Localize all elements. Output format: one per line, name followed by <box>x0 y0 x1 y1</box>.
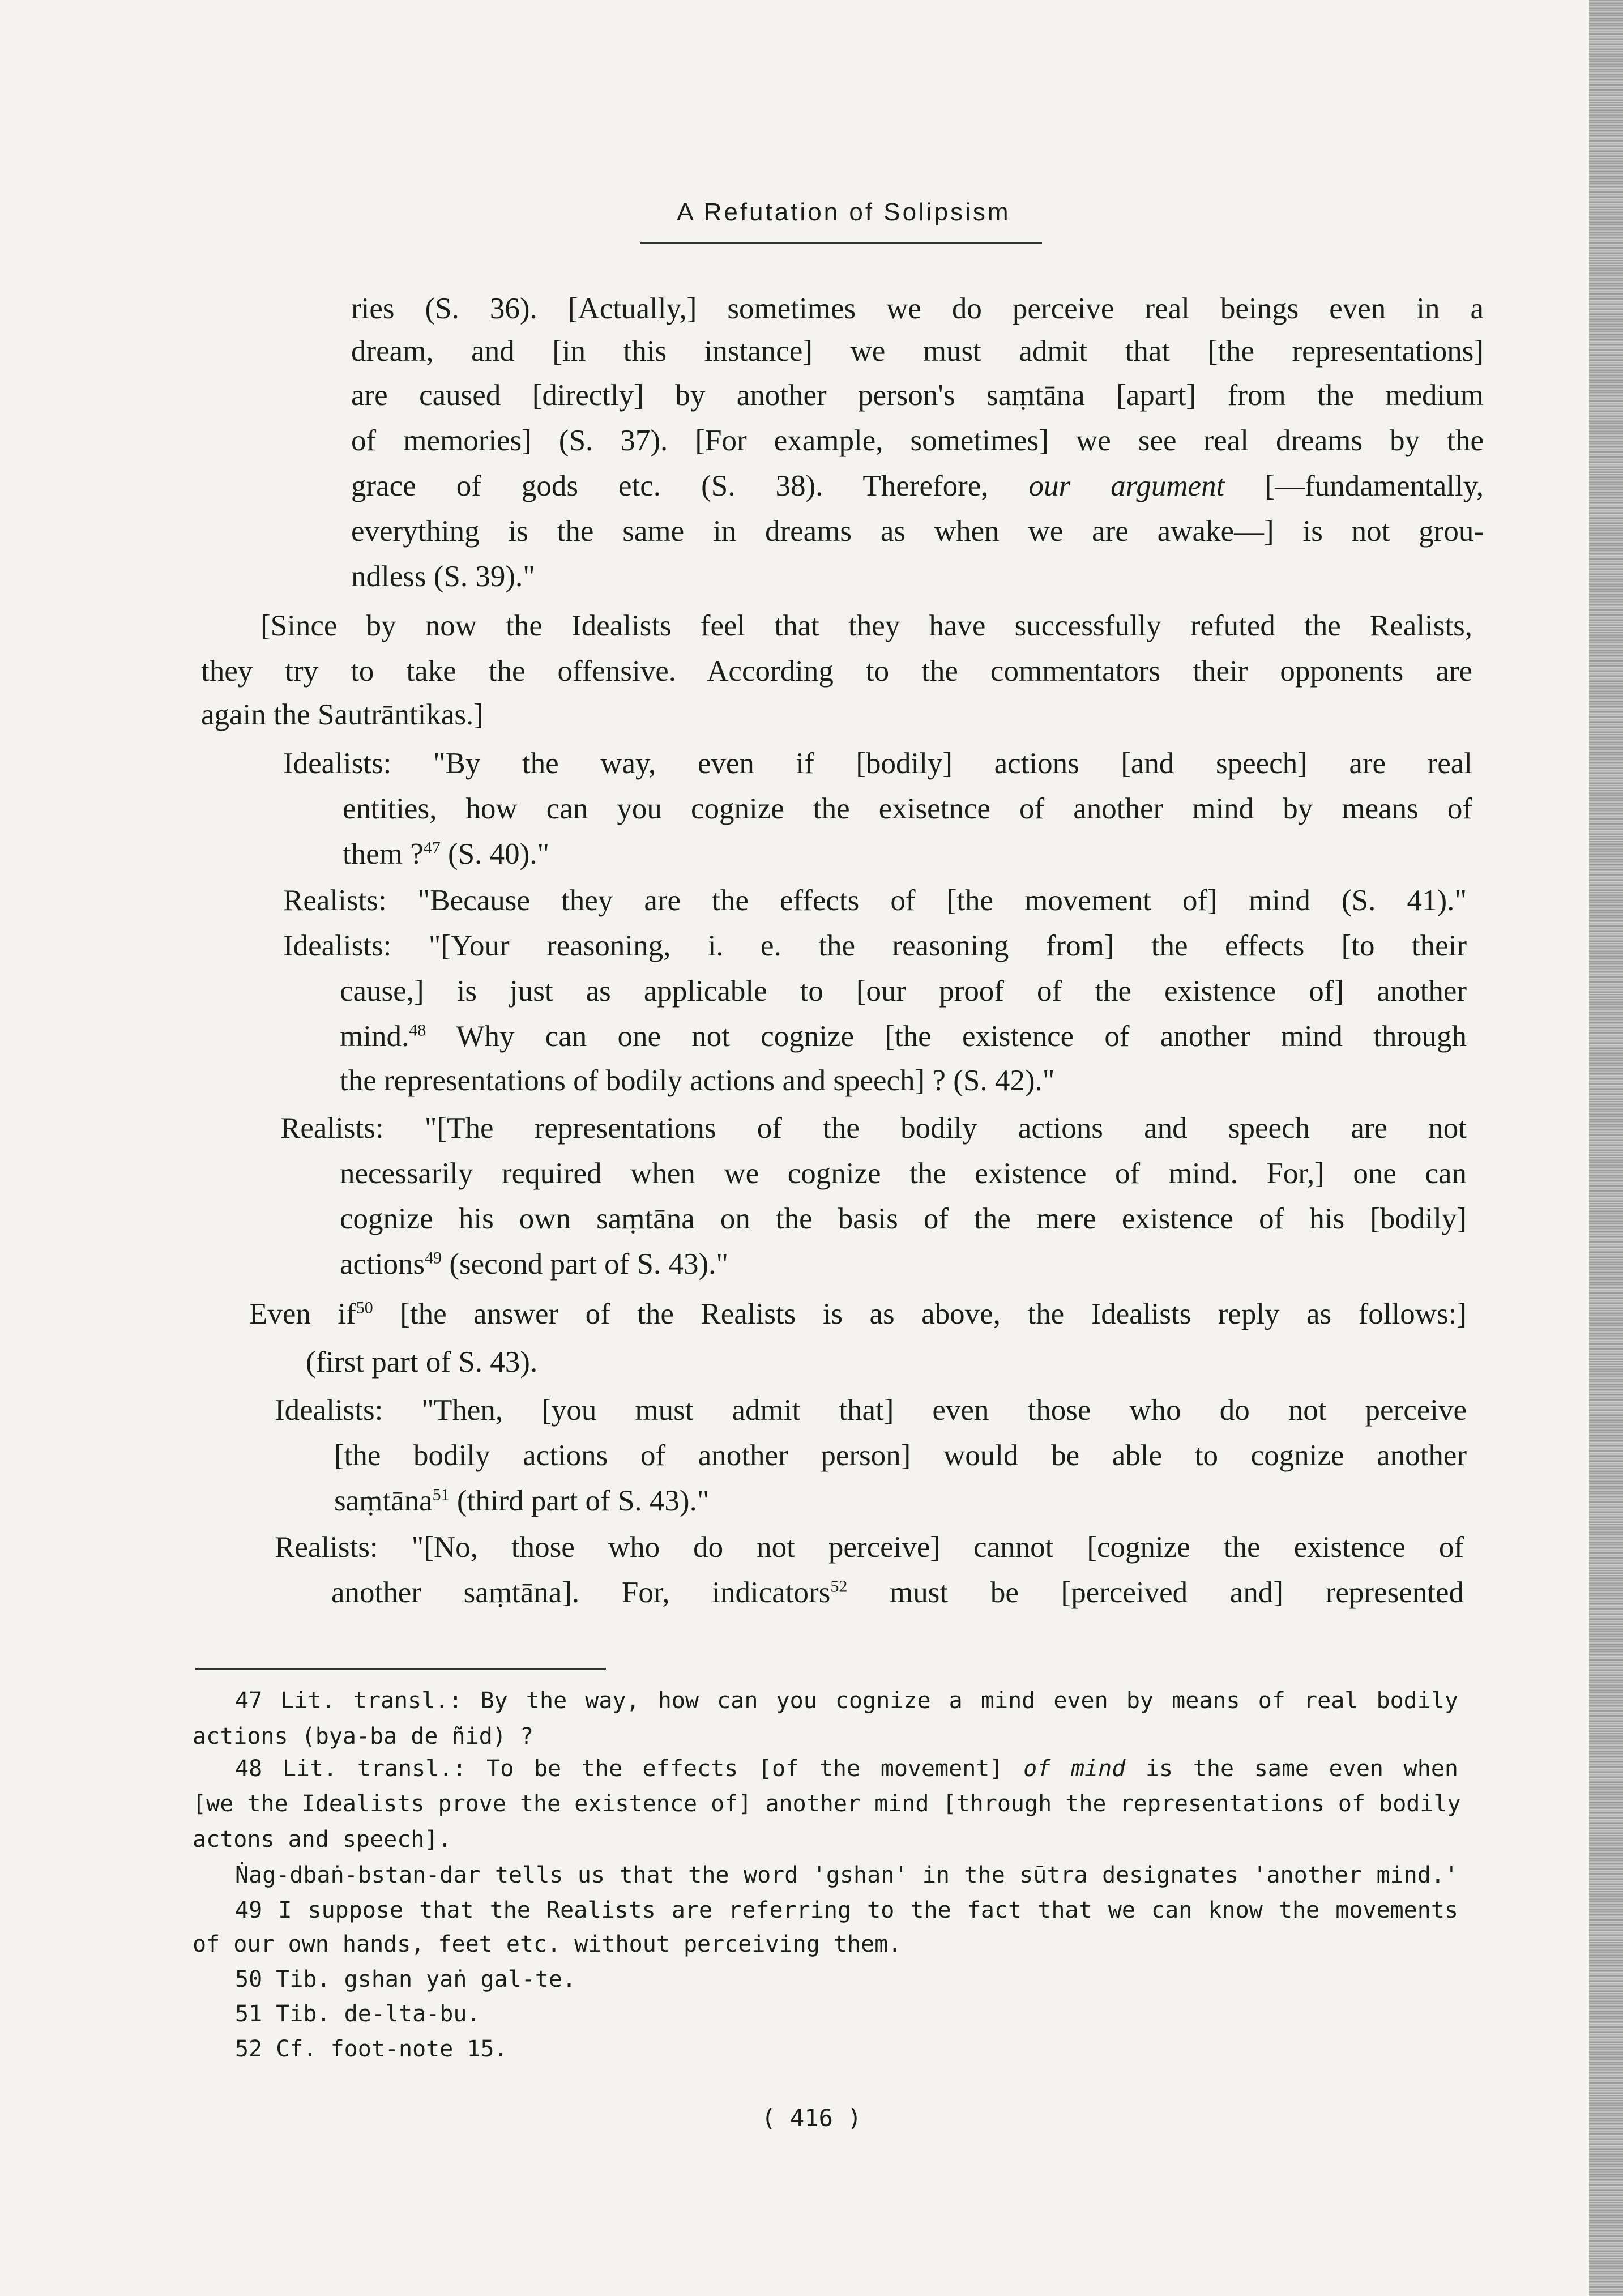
footnote-line-text: 52 Cf. foot-note 15. <box>235 2036 508 2062</box>
footnote-line-text: Ṅag-dbaṅ-bstan-dar tells us that the word 'gshan' in the sūtra designates 'another mind.' <box>235 1862 1458 1888</box>
footnote-line <box>235 2001 1458 2027</box>
footnote-line <box>193 1826 1458 1853</box>
text-line-text: ndless (S. 39)." <box>351 560 535 593</box>
emphasis: our argument <box>1028 470 1225 502</box>
footnote-line-text: actons and speech]. <box>193 1826 452 1853</box>
footnote-ref[interactable]: 51 <box>432 1485 450 1504</box>
text-line <box>201 698 1472 732</box>
text-line-text: Realists: "[The representations of the bodily actions and speech are not <box>280 1112 1467 1145</box>
text-line <box>334 1439 1467 1473</box>
text-line <box>351 514 1484 548</box>
footnote-ref[interactable]: 48 <box>409 1021 426 1040</box>
text-line-text: dream, and [in this instance] we must admit that [the representations] <box>351 335 1484 368</box>
text-line <box>283 746 1472 780</box>
text-line <box>340 1247 1467 1281</box>
text-line <box>249 1297 1467 1331</box>
text-line-text: (third part of S. 43)." <box>449 1484 710 1517</box>
text-line <box>340 1064 1467 1098</box>
text-line-text: (S. 40)." <box>440 838 550 870</box>
text-line-text: Realists: "Because they are the effects of [the movement of] mind (S. 41)." <box>283 884 1467 917</box>
footnote-line <box>193 1791 1461 1817</box>
text-line-text: [Since by now the Idealists feel that they have successfully refuted the Realists, <box>260 609 1472 642</box>
text-line <box>280 1111 1467 1145</box>
text-line <box>306 1345 1467 1379</box>
text-line <box>351 560 1484 594</box>
text-line-text: necessarily required when we cognize the existence of mind. For,] one can <box>340 1157 1467 1190</box>
text-line-text: Why can one not cognize [the existence of another mind through <box>426 1020 1467 1053</box>
text-line <box>351 292 1484 326</box>
footnote-line-text: is the same even when <box>1125 1756 1458 1782</box>
text-line <box>334 1484 1467 1518</box>
text-line <box>340 974 1467 1008</box>
emphasis: of mind <box>1023 1756 1126 1782</box>
text-line-text: [the answer of the Realists is as above, the Idealists reply as follows:] <box>373 1298 1467 1330</box>
footnote-line <box>235 1897 1458 1923</box>
text-line-text: Idealists: "By the way, even if [bodily] actions [and speech] are real <box>283 747 1472 780</box>
footnote-ref[interactable]: 49 <box>425 1248 442 1268</box>
footnote-line <box>235 1862 1458 1888</box>
footnote-line <box>235 1966 1458 1992</box>
text-line <box>351 334 1484 368</box>
text-line <box>283 884 1467 917</box>
text-line-text: cause,] is just as applicable to [our proof of the existence of] another <box>340 975 1467 1008</box>
text-line <box>275 1393 1467 1427</box>
text-line-text: the representations of bodily actions and speech] ? (S. 42)." <box>340 1064 1055 1097</box>
text-line <box>351 469 1484 503</box>
running-header: A Refutation of Solipsism <box>677 198 1011 226</box>
header-rule <box>640 242 1042 244</box>
footnote-line-text: [we the Idealists prove the existence of] another mind [through the representations of bodily <box>193 1791 1461 1817</box>
footnote-rule <box>195 1668 606 1670</box>
footnote-ref[interactable]: 52 <box>830 1577 848 1596</box>
text-line-text: must be [perceived and] represented <box>847 1576 1464 1609</box>
text-line-text: of memories] (S. 37). [For example, sometimes] we see real dreams by the <box>351 424 1484 457</box>
text-line-text: Even if <box>249 1298 356 1330</box>
text-line-text: everything is the same in dreams as when we are awake—] is not grou- <box>351 515 1484 548</box>
text-line-text: cognize his own saṃtāna on the basis of the mere existence of his [bodily] <box>340 1202 1467 1235</box>
scanned-page-edge <box>1589 0 1623 2296</box>
footnote-line <box>193 1931 1458 1957</box>
footnote-line-text: 47 Lit. transl.: By the way, how can you cognize a mind even by means of real bodily <box>235 1688 1458 1714</box>
text-line <box>331 1576 1464 1610</box>
text-line-text: again the Sautrāntikas.] <box>201 698 484 731</box>
text-line-text: entities, how can you cognize the exisetnce of another mind by means of <box>343 792 1472 825</box>
footnote-ref[interactable]: 47 <box>423 838 441 857</box>
text-line <box>351 378 1484 412</box>
footnote-ref[interactable]: 50 <box>356 1298 373 1317</box>
text-line <box>340 1019 1467 1053</box>
text-line <box>343 837 1472 871</box>
text-line <box>343 792 1472 826</box>
text-line-text: Idealists: "[Your reasoning, i. e. the reasoning from] the effects [to their <box>283 929 1467 962</box>
text-line <box>260 609 1472 643</box>
footnote-line <box>235 2036 1458 2062</box>
footnote-line <box>235 1688 1458 1714</box>
text-line <box>283 929 1467 963</box>
text-line <box>351 424 1484 458</box>
text-line <box>340 1202 1467 1236</box>
text-line-text: mind. <box>340 1020 409 1053</box>
footnote-line-text: 49 I suppose that the Realists are referring to the fact that we can know the movements <box>235 1897 1458 1923</box>
text-line-text: grace of gods etc. (S. 38). Therefore, <box>351 470 1029 502</box>
footnote-line-text: of our own hands, feet etc. without perceiving them. <box>193 1931 902 1957</box>
text-line-text: another saṃtāna]. For, indicators <box>331 1576 831 1609</box>
footnote-line-text: 50 Tib. gshan yaṅ gal-te. <box>235 1966 576 1992</box>
footnote-line <box>235 1756 1458 1782</box>
text-line <box>340 1156 1467 1190</box>
footnote-line-text: actions (bya-ba de ñid) ? <box>193 1723 534 1749</box>
text-line-text: they try to take the offensive. According to the commentators their opponents are <box>201 655 1472 688</box>
text-line-text: them ? <box>343 838 424 870</box>
footnote-line-text: 48 Lit. transl.: To be the effects [of the movement] <box>235 1756 1024 1782</box>
text-line-text: [—fundamentally, <box>1224 470 1484 502</box>
footnote-line-text: 51 Tib. de-lta-bu. <box>235 2001 481 2027</box>
text-line-text: are caused [directly] by another person's saṃtāna [apart] from the medium <box>351 379 1484 412</box>
text-line-text: (first part of S. 43). <box>306 1346 538 1379</box>
text-line-text: ries (S. 36). [Actually,] sometimes we do perceive real beings even in a <box>351 292 1484 325</box>
text-line-text: (second part of S. 43)." <box>442 1248 729 1281</box>
text-line-text: saṃtāna <box>334 1484 433 1517</box>
text-line <box>201 654 1472 688</box>
page-number: ( 416 ) <box>761 2104 862 2132</box>
text-line <box>275 1530 1464 1564</box>
footnote-line <box>193 1723 1458 1749</box>
text-line-text: Realists: "[No, those who do not perceive] cannot [cognize the existence of <box>275 1531 1464 1564</box>
text-line-text: Idealists: "Then, [you must admit that] even those who do not perceive <box>275 1394 1467 1427</box>
text-line-text: actions <box>340 1248 425 1281</box>
text-line-text: [the bodily actions of another person] would be able to cognize another <box>334 1439 1467 1472</box>
